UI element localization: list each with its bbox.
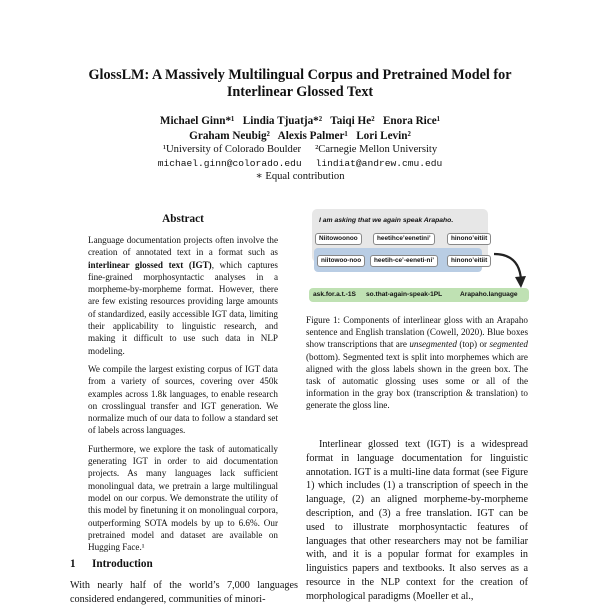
paper-title	[40, 67, 560, 101]
abstract-paragraph-3: Furthermore, we explore the task of automatically generating IGT in order to aid documentation projects. As many languages lack sufficient monolingual data, we pretrain a large multilingual model on our corpus. We demonstrate the utility of this model by finetuning it on monolingual corpora, outperforming SOTA models by up to 6.6%. Our pretrained model and dataset are available on Hugging Face.¹	[88, 443, 278, 553]
section-title: Introduction	[92, 558, 153, 570]
affiliations	[40, 143, 560, 184]
segmented-word-3: hinono’eitiit	[447, 255, 491, 267]
caption-text-c: (bottom). Segmented text is split into morphemes which are aligned with the gloss labels shown in the green box. The task of automatic glossing uses some or all of the information in the gray box (transcription & translation) to generate the gloss line.	[306, 351, 528, 411]
segmented-word-2: heetih-ce’-eeneti-ni’	[370, 255, 438, 267]
abstract-paragraph-2: We compile the largest existing corpus of IGT data from a variety of sources, covering over 450k examples across 1.8k languages, to enable research on crosslingual transfer and IGT generation. We normalize much of our data to follow a standard set of labels across languages.	[88, 363, 278, 436]
caption-segmented: segmented	[489, 339, 528, 350]
abstract-paragraph-1	[88, 234, 278, 357]
abstract-body	[88, 234, 278, 559]
caption-unsegmented: unsegmented	[409, 339, 457, 350]
gloss-label-3: Arapaho.language	[460, 291, 518, 298]
abstract-p1-bold: interlinear glossed text (IGT)	[88, 259, 212, 270]
unsegmented-word-3: hinono’eitiit	[447, 233, 491, 245]
abstract-p1-text-b: , which captures fine-grained morphosyntactic analyses in a morpheme-by-morpheme format. However, there are few existing resources providing large amounts of standardized, easily accessible IGT data, limiting their applicability to linguistic research, and making it difficult to use such data in NLP modeling.	[88, 259, 278, 356]
abstract-p1-text-a: Language documentation projects often involve the creation of annotated text in a format such as	[88, 235, 278, 258]
institution-2: ²Carnegie Mellon University	[315, 144, 438, 155]
abstract-heading: Abstract	[162, 213, 204, 225]
figure-1	[306, 204, 528, 308]
section-number: 1	[70, 558, 76, 570]
body-paragraph-text: Interlinear glossed text (IGT) is a widespread format in language documentation for linguistic annotation. IGT is a multi-line data format (see Figure 1) which includes (1) a transcription of speech in the language, (2) an aligned morpheme-by-morpheme description, and (3) a free translation. IGT can be used to illustrate morphosyntactic features of languages that other researchers may not be familiar with, and it is a popular format for examples in linguistics papers and textbooks. It also serves as a resource in the NLP context for the creation of morphological paradigms (Moeller et al.,	[306, 439, 528, 602]
email-1: michael.ginn@colorado.edu	[157, 157, 302, 169]
introduction-text: With nearly half of the world’s 7,000 languages considered endangered, communities of minori-	[70, 580, 298, 605]
curved-arrow-icon	[490, 250, 530, 292]
authors-line-1: Michael Ginn*¹ Lindia Tjuatja*² Taiqi He² Enora Rice¹	[159, 115, 441, 127]
institution-1: ¹University of Colorado Boulder	[162, 144, 302, 155]
figure-translation: I am asking that we again speak Arapaho.	[319, 217, 454, 224]
title-line-1: GlossLM: A Massively Multilingual Corpus and Pretrained Model for	[88, 67, 512, 83]
gloss-label-1: ask.for.a.t.-1S	[313, 291, 356, 298]
segmented-word-1: niitowoo-noo	[317, 255, 365, 267]
unsegmented-word-2: heetihce’eenetini’	[373, 233, 435, 245]
caption-text-a: Figure 1: Components of interlinear gloss with an Arapaho sentence and English translation (Cowell, 2020). Blue boxes show transcriptions that are	[306, 315, 528, 350]
title-line-2: Interlinear Glossed Text	[226, 84, 374, 100]
body-paragraph	[306, 438, 528, 604]
email-2: lindiat@andrew.cmu.edu	[315, 157, 443, 169]
figure-1-caption	[306, 314, 528, 412]
equal-contribution-note: ∗ Equal contribution	[255, 171, 345, 182]
section-heading-introduction	[70, 558, 153, 570]
authors-line-2: Graham Neubig² Alexis Palmer¹ Lori Levin²	[189, 130, 411, 142]
unsegmented-word-1: Niitowoonoo	[315, 233, 362, 245]
gloss-label-2: so.that-again-speak-1PL	[366, 291, 443, 298]
caption-text-b: (top) or	[456, 339, 490, 350]
author-list	[40, 114, 560, 144]
